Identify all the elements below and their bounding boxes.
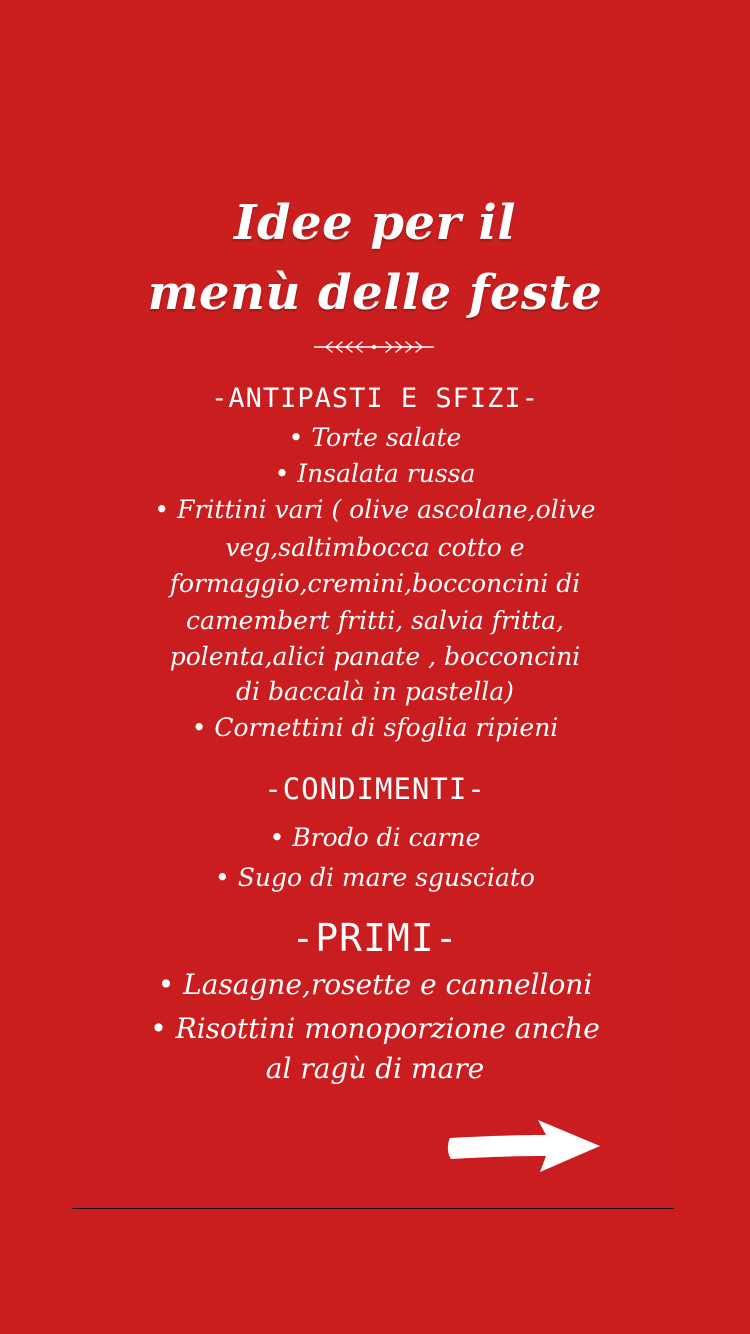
menu-title-line-1: Idee per il: [234, 195, 516, 251]
list-item: • Sugo di mare sgusciato: [215, 863, 535, 892]
list-item: • Brodo di carne: [269, 823, 481, 852]
list-item: al ragù di mare: [265, 1052, 485, 1085]
laurel-divider-icon: [312, 338, 436, 356]
menu-title-line-2: menù delle feste: [147, 265, 603, 321]
list-item: camembert fritti, salvia fritta,: [186, 606, 564, 635]
section-heading-antipasti: -ANTIPASTI E SFIZI-: [211, 383, 539, 414]
section-heading-condimenti: -CONDIMENTI-: [264, 772, 486, 806]
list-item: • Torte salate: [288, 423, 462, 452]
list-item: veg,saltimbocca cotto e: [225, 533, 525, 562]
list-item: • Risottini monoporzione anche: [150, 1012, 600, 1045]
arrow-right-icon[interactable]: [446, 1116, 604, 1178]
list-item: • Insalata russa: [274, 459, 476, 488]
list-item: formaggio,cremini,bocconcini di: [169, 569, 581, 598]
list-item: • Frittini vari ( olive ascolane,olive: [154, 495, 596, 524]
list-item: di baccalà in pastella): [236, 677, 514, 706]
section-heading-primi: -PRIMI-: [291, 916, 459, 960]
list-item: • Cornettini di sfoglia ripieni: [191, 713, 559, 742]
list-item: • Lasagne,rosette e cannelloni: [157, 968, 593, 1001]
list-item: polenta,alici panate , bocconcini: [169, 642, 581, 671]
